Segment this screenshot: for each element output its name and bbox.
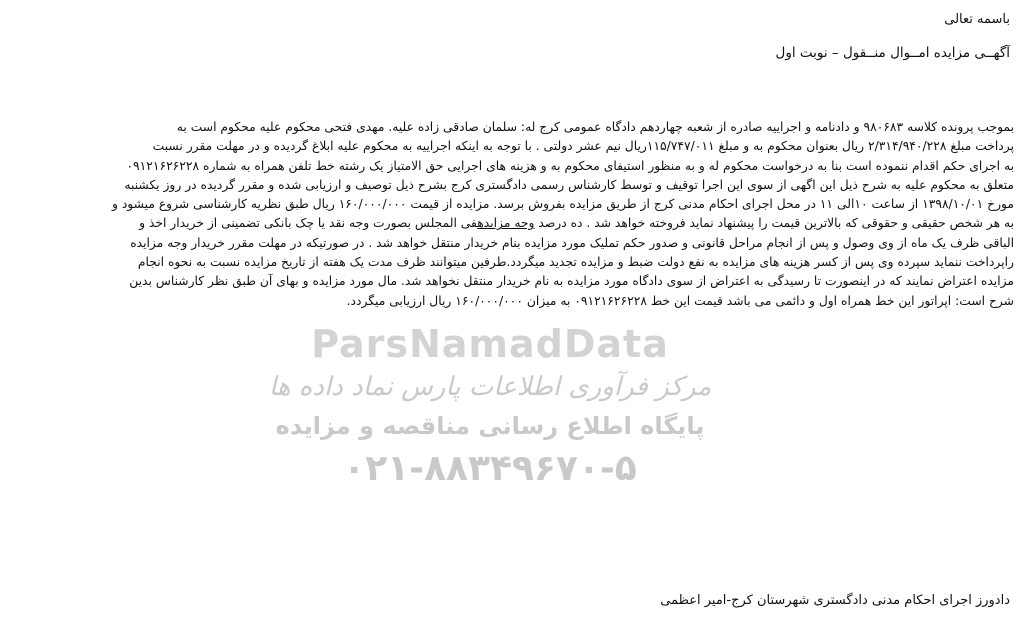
body-line-3: به اجرای حکم اقدام ننموده است بنا به درخواست محکوم له و به منظور استیفای محکوم به و هزینه های اجرایی حق الامتیاز یک رشته خط تلفن همراه به شماره ۰۹۱۲۱۶۲۶۲۲۸: [126, 158, 1014, 173]
body-line-8: راپرداخت ننماید سپرده وی پس از کسر هزینه های مزایده به نفع دولت ضبط و مزایده تجدید میگردد.طرفین میتوانند ظرف مدت یک هفته از تاریخ مزایده نسبت به نحوه انجام: [137, 255, 1014, 270]
signature-line: دادورز اجرای احکام مدنی دادگستری شهرستان کرج-امیر اعظمی: [660, 593, 1010, 608]
body-line-6: [6, 214, 1014, 233]
watermark-brand: ParsNamadData: [311, 322, 669, 366]
document-opening: باسمه تعالی: [944, 12, 1010, 27]
watermark-line-1: مرکز فرآوری اطلاعات پارس نماد داده ها: [268, 372, 712, 402]
body-line-2: پرداخت مبلغ ۲/۳۱۴/۹۴۰/۲۲۸ ریال بعنوان محکوم به و مبلغ ۱۱۵/۷۴۷/۰۱۱ریال نیم عشر دولتی . با توجه به اینکه اجراییه به محکوم علیه ابلاغ گردیده و در مهلت مقرر نسبت: [152, 139, 1014, 154]
body-line-4: متعلق به محکوم علیه به شرح ذیل این اگهی از سوی این اجرا توقیف و توسط کارشناس رسمی دادگستری کرج بشرح ذیل توصیف و ارزیابی شده و مقرر گردیده در روز یکشنبه: [124, 177, 1014, 192]
deposit-underlined-text: وجه مزایده: [477, 216, 535, 231]
body-line-6-start: به هر شخص حقیقی و حقوقی که بالاترین قیمت را پیشنهاد نماید فروخته خواهد شد . ده درصد: [538, 216, 1014, 231]
notice-body: [6, 118, 1014, 311]
watermark-line-2: پایگاه اطلاع رسانی مناقصه و مزایده: [275, 412, 705, 440]
document-title: آگهــی مزایده امــوال منــقول – نوبت اول: [775, 45, 1010, 61]
body-line-1: بموجب پرونده کلاسه ۹۸۰۶۸۳ و دادنامه و اجراییه صادره از شعبه چهاردهم دادگاه عمومی کرج له: سلمان صادقی زاده علیه. مهدی فتحی محکوم علیه محکوم است به: [176, 120, 1014, 134]
body-line-9: مزایده اعتراض نمایند که در اینصورت تا رسیدگی به اعتراض از سوی دادگاه مورد مزایده به نام خریدار منتقل نخواهد شد. مال مورد مزایده و بهای آن طبق نظر کارشناس بدین: [129, 274, 1014, 289]
body-line-7: الباقی ظرف یک ماه از وی وصول و پس از انجام مراحل قانونی و صدور حکم تملیک مورد مزایده بنام خریدار منتقل خواهد شد . در صورتیکه در مهلت مقرر خریدار وجه مزایده: [130, 235, 1014, 250]
watermark-phone: ۰۲۱-۸۸۳۴۹۶۷۰-۵: [343, 448, 637, 489]
body-line-10: شرح است: اپراتور این خط همراه اول و دائمی می باشد قیمت این خط ۰۹۱۲۱۶۲۶۲۲۸ به میزان ۱۶۰/۰۰۰/۰۰۰ ریال ارزیابی میگردد.: [346, 293, 1014, 308]
body-line-6-end: فی المجلس بصورت وجه نقد یا چک بانکی تضمینی از خریدار اخذ و: [139, 216, 478, 231]
body-line-5: مورخ ۱۳۹۸/۱۰/۰۱ از ساعت ۱۰الی ۱۱ در محل اجرای احکام مدنی کرج از طریق مزایده بفروش برسد. مزایده از قیمت ۱۶۰/۰۰۰/۰۰۰ ریال طبق نظریه کارشناسی شروع میشود و: [111, 197, 1014, 212]
